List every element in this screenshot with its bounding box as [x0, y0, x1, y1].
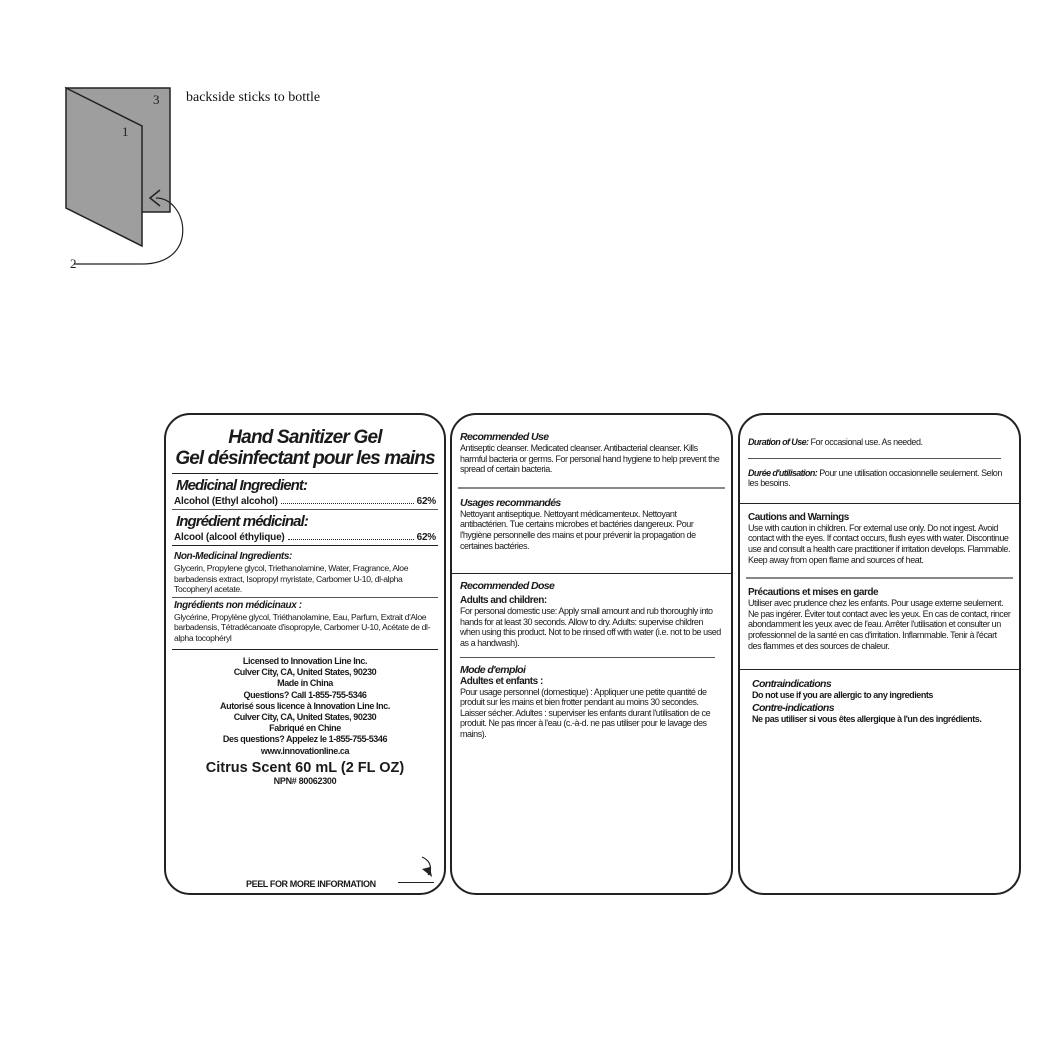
precautions-heading: Précautions et mises en garde: [748, 587, 879, 599]
product-title-fr: Gel désinfectant pour les mains: [175, 448, 435, 469]
ingredient-name-fr: Alcool (alcool éthylique): [174, 532, 285, 543]
usages-section: [452, 497, 731, 551]
recommended-use-text: Antiseptic cleanser. Medicated cleanser. Antibacterial cleanser. Kills harmful bacteria or germs. For personal hand hygiene to help prevent the spread of certain bacteria.: [460, 443, 720, 475]
npn-number: NPN# 80062300: [273, 775, 337, 786]
duration-heading: Duration of Use:: [748, 437, 809, 447]
divider: [172, 545, 438, 546]
divider: [452, 573, 731, 574]
dose-heading: Recommended Dose: [460, 580, 555, 593]
precautions-section: [740, 587, 1019, 651]
divider: [460, 657, 715, 658]
divider: [172, 473, 438, 474]
website: www.innovationline.ca: [260, 745, 350, 756]
cautions-heading: Cautions and Warnings: [748, 511, 849, 523]
ingredient-pct-en: 62%: [416, 496, 436, 507]
recommended-use-section: [452, 431, 731, 475]
license-line: Des questions? Appelez le 1-855-755-5346: [222, 734, 388, 745]
mode-section: [452, 664, 731, 740]
contra-text-en: Do not use if you are allergic to any ingredients: [752, 690, 933, 701]
medicinal-heading-en: Medicinal Ingredient:: [176, 477, 308, 494]
license-line: Culver City, CA, United States, 90230: [233, 667, 377, 678]
label-panel-usage: [450, 413, 733, 895]
mode-text: Pour usage personnel (domestique) : Appliquer une petite quantité de produit sur les mains et bien frotter pendant au moins 30 secondes. Laisser sécher. Adultes : superviser les enfants durant l'utilisation de ce produit. Ne pas rincer à l'eau (c.-à-d. ne pas utiliser pour le lavage des mains).: [460, 686, 711, 739]
product-title-en: Hand Sanitizer Gel: [228, 427, 382, 448]
divider: [746, 577, 1013, 579]
recommended-use-heading: Recommended Use: [460, 431, 549, 443]
contraindications-section: [740, 678, 1019, 724]
nonmed-text-fr: Glycérine, Propylène glycol, Triéthanolamine, Eau, Parfum, Extrait d'Aloe barbadensis, Tétradécanoate d'isopropyle, Carbomer U-10, Acétate de dl-alpha tocophéryl: [174, 611, 431, 643]
cautions-text: Use with caution in children. For external use only. Do not ingest. Avoid contact with the eyes. If contact occurs, flush eyes with water. Discontinue use and consult a health care practitioner if irritation develops. Flammable. Keep away from open flame and sources of heat.: [748, 522, 1011, 565]
license-line: Questions? Call 1-855-755-5346: [243, 689, 367, 700]
ingredient-row-en: [174, 496, 436, 507]
nonmed-heading-en: Non-Medicinal Ingredients:: [174, 551, 292, 562]
license-line: Fabriqué en Chine: [269, 723, 341, 734]
peel-arrow-icon: [418, 855, 436, 879]
diagram-label-3: 3: [153, 92, 160, 107]
mode-heading: Mode d'emploi: [460, 663, 526, 676]
diagram-label-2: 2: [70, 256, 77, 271]
label-panel-front: [164, 413, 446, 895]
mode-subheading: Adultes et enfants :: [460, 675, 543, 687]
license-line: Made in China: [277, 678, 333, 689]
duration-text: For occasional use. As needed.: [810, 437, 923, 447]
dose-text: For personal domestic use: Apply small amount and rub thoroughly into hands for at least 30 seconds. Allow to dry. Adults: supervise children when using this product. Not to be rinsed off with water (i.e. not to be used as a handwash).: [460, 606, 721, 648]
divider: [740, 503, 1019, 504]
peel-line: [398, 882, 434, 883]
ingredient-row-fr: [174, 532, 436, 543]
contra-heading-fr: Contre-indications: [752, 701, 834, 714]
precautions-text: Utiliser avec prudence chez les enfants. Pour usage externe seulement. Ne pas ingérer. Éviter tout contact avec les yeux. En cas de contact, rincer abondamment les yeux avec de l'eau. Arrêter l'utilisation et consulter un professionnel de la santé en cas d'irritation. Inflammable. Tenir à l'écart des flammes et des sources de chaleur.: [748, 598, 1011, 651]
cautions-section: [740, 512, 1019, 565]
dot-leader: [288, 532, 414, 540]
peel-instruction: PEEL FOR MORE INFORMATION: [246, 879, 376, 889]
dose-subheading: Adults and children:: [460, 595, 547, 607]
medicinal-heading-fr: Ingrédient médicinal:: [176, 513, 308, 530]
ingredient-pct-fr: 62%: [416, 532, 436, 543]
fold-illustration: [60, 80, 380, 280]
ingredient-name-en: Alcohol (Ethyl alcohol): [174, 496, 278, 507]
dose-section: [452, 580, 731, 648]
license-line: Culver City, CA, United States, 90230: [233, 712, 377, 723]
diagram-label-1: 1: [122, 124, 129, 139]
license-block: [166, 656, 444, 757]
nonmed-text-en: Glycerin, Propylene glycol, Triethanolamine, Water, Fragrance, Aloe barbadensis extract, Isopropyl myristate, Carbomer U-10, dl-alpha Tocopheryl acetate.: [174, 563, 409, 594]
divider: [172, 597, 438, 598]
contra-text-fr: Ne pas utiliser si vous êtes allergique à l'un des ingrédients.: [752, 713, 982, 724]
label-panel-warnings: [738, 413, 1021, 895]
license-line: Licensed to Innovation Line Inc.: [242, 656, 368, 666]
license-line: Autorisé sous licence à Innovation Line Inc.: [220, 700, 390, 711]
divider: [172, 649, 438, 650]
duration-en: [740, 437, 1019, 448]
scent-volume: Citrus Scent 60 mL (2 FL OZ): [205, 759, 405, 776]
usages-heading: Usages recommandés: [460, 496, 561, 509]
divider: [172, 509, 438, 510]
duree-text: Pour une utilisation occasionnelle seulement. Selon les besoins.: [748, 467, 1002, 489]
duree-heading: Durée d'utilisation:: [748, 467, 818, 478]
divider: [740, 669, 1019, 670]
nonmed-heading-fr: Ingrédients non médicinaux :: [174, 599, 302, 611]
divider: [748, 458, 1001, 459]
diagram-caption: backside sticks to bottle: [186, 90, 321, 105]
duree-fr: [740, 468, 1019, 489]
usages-text: Nettoyant antiseptique. Nettoyant médicamenteux. Nettoyant antibactérien. Tue certains microbes et bactéries dangereux. Pour l'hygiène personnelle des mains et pour prévenir la propagation de certaines bactéries.: [460, 508, 696, 551]
folding-diagram: [60, 80, 380, 280]
contra-heading-en: Contraindications: [752, 678, 832, 691]
divider: [458, 487, 725, 489]
dot-leader: [281, 496, 414, 504]
